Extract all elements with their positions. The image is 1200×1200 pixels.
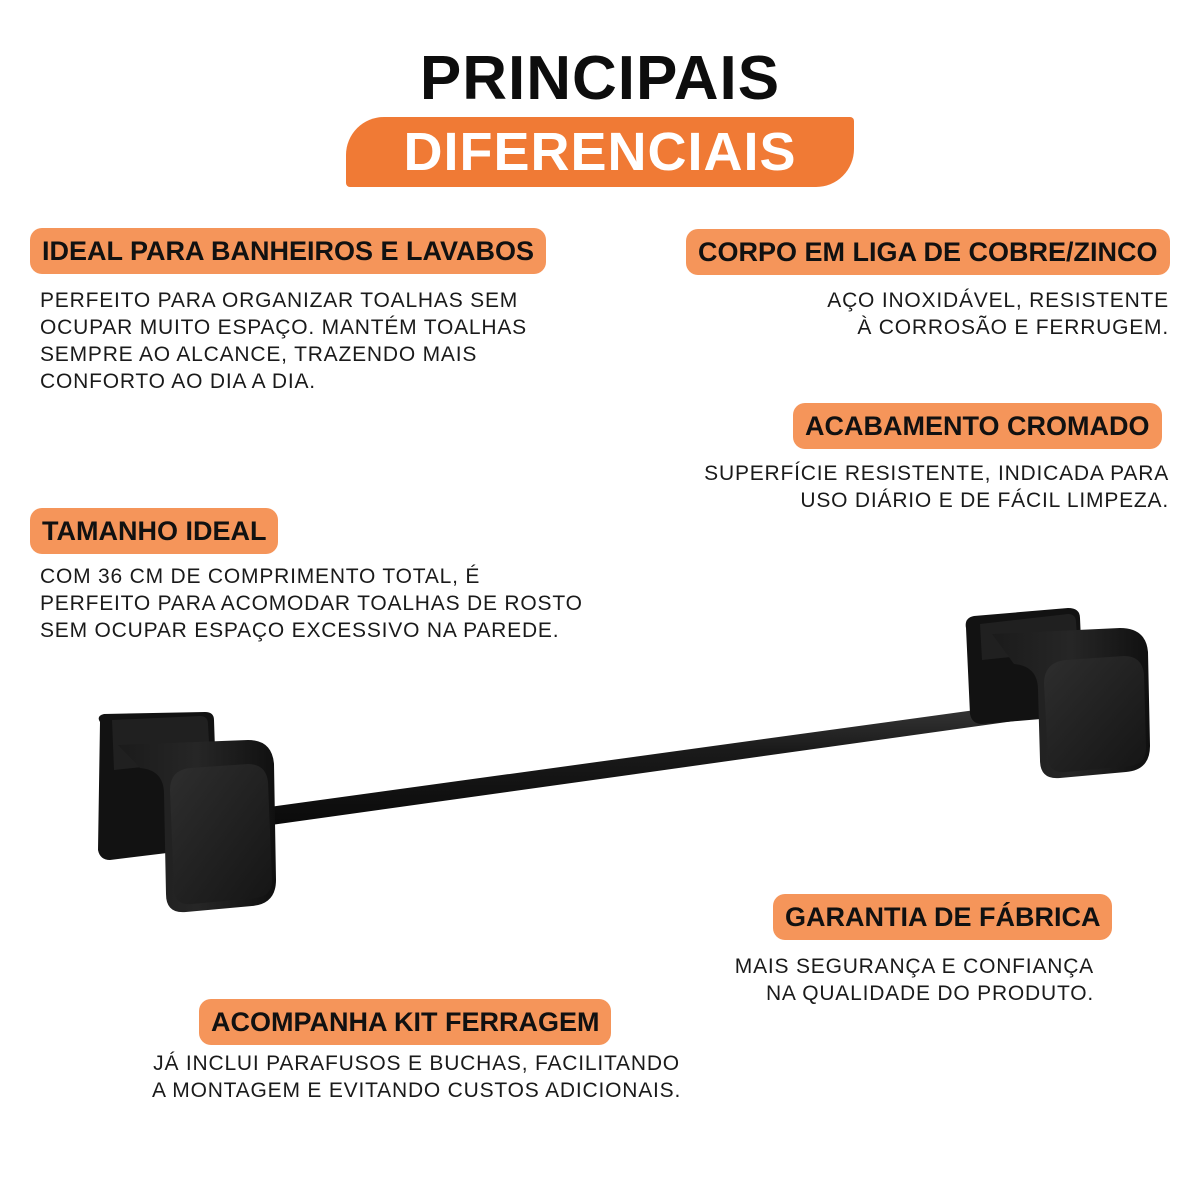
feature-tag-garantia: GARANTIA DE FÁBRICA	[773, 894, 1112, 940]
subtitle-pill: DIFERENCIAIS	[346, 117, 854, 187]
feature-tag-acabamento: ACABAMENTO CROMADO	[793, 403, 1162, 449]
feature-tag-kit: ACOMPANHA KIT FERRAGEM	[199, 999, 611, 1045]
feature-desc-line: SEMPRE AO ALCANCE, TRAZENDO MAIS	[40, 343, 478, 366]
page-title: PRINCIPAIS	[419, 44, 781, 113]
feature-desc-line: A MONTAGEM E EVITANDO CUSTOS ADICIONAIS.	[152, 1079, 682, 1102]
feature-desc-line: PERFEITO PARA ACOMODAR TOALHAS DE ROSTO	[40, 592, 583, 615]
feature-desc-line: PERFEITO PARA ORGANIZAR TOALHAS SEM	[40, 289, 519, 312]
feature-desc-line: MAIS SEGURANÇA E CONFIANÇA	[734, 955, 1094, 978]
feature-desc-line: COM 36 CM DE COMPRIMENTO TOTAL, É	[40, 565, 481, 588]
feature-desc-line: SEM OCUPAR ESPAÇO EXCESSIVO NA PAREDE.	[40, 619, 560, 642]
feature-desc-line: NA QUALIDADE DO PRODUTO.	[765, 982, 1094, 1005]
feature-tag-corpo: CORPO EM LIGA DE COBRE/ZINCO	[686, 229, 1170, 275]
feature-desc-line: AÇO INOXIDÁVEL, RESISTENTE	[827, 289, 1169, 312]
feature-desc-line: USO DIÁRIO E DE FÁCIL LIMPEZA.	[800, 489, 1169, 512]
feature-desc-line: CONFORTO AO DIA A DIA.	[40, 370, 316, 393]
feature-desc-line: À CORROSÃO E FERRUGEM.	[857, 316, 1169, 339]
feature-desc-line: JÁ INCLUI PARAFUSOS E BUCHAS, FACILITANDO	[153, 1052, 680, 1075]
feature-tag-banheiros: IDEAL PARA BANHEIROS E LAVABOS	[30, 228, 546, 274]
feature-desc-line: SUPERFÍCIE RESISTENTE, INDICADA PARA	[704, 462, 1169, 485]
towel-bar-rod	[262, 700, 1050, 826]
feature-desc-line: OCUPAR MUITO ESPAÇO. MANTÉM TOALHAS	[40, 316, 527, 339]
feature-tag-tamanho: TAMANHO IDEAL	[30, 508, 278, 554]
